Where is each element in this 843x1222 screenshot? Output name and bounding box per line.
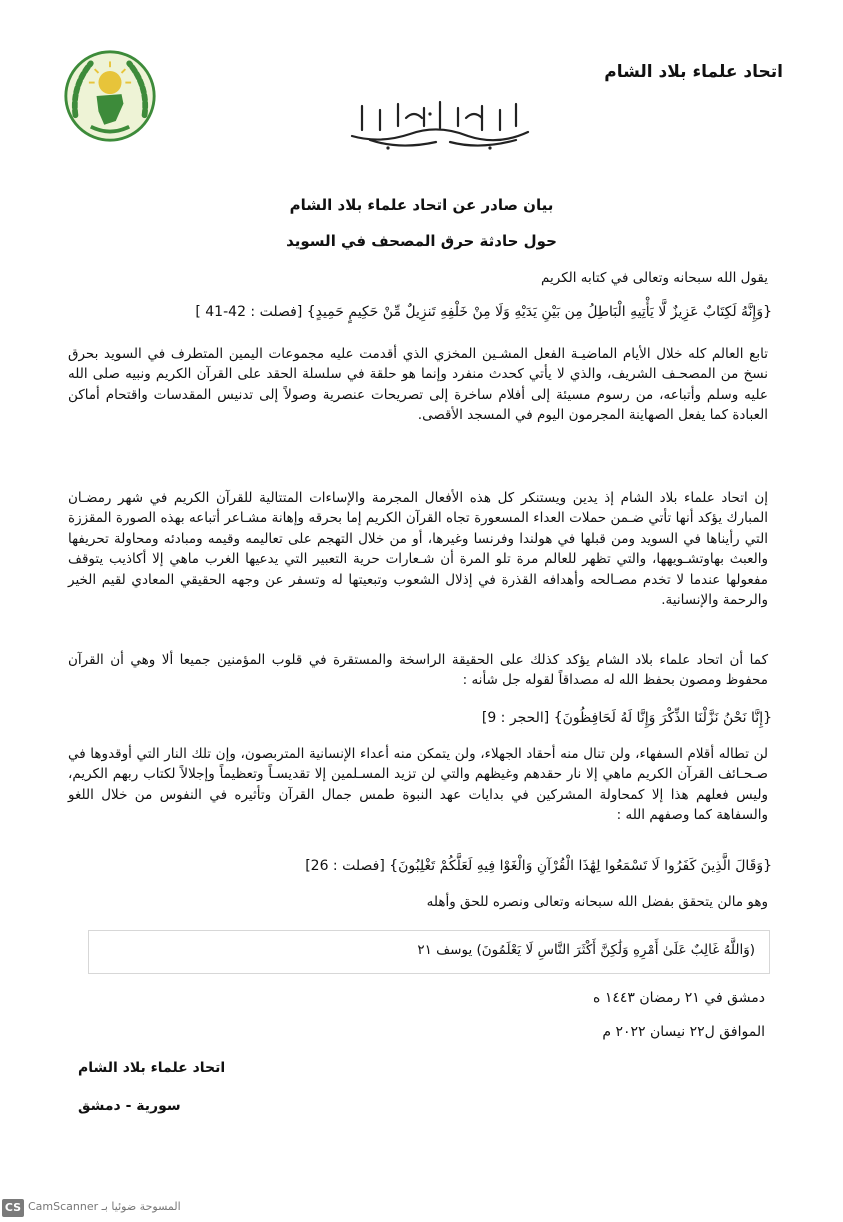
signature-org: اتحاد علماء بلاد الشام (78, 1060, 226, 1076)
signature-location: سورية - دمشق (78, 1098, 181, 1114)
statement-title: بيان صادر عن اتحاد علماء بلاد الشام (289, 196, 554, 214)
paragraph-2: إن اتحاد علماء بلاد الشام إذ يدين ويستنكر كل هذه الأفعال المجرمة والإساءات المتتالية للقرآن الكريم في شهر رمضـان المبارك يؤكد أنها تأتي ضـمن حملات العداء المسعورة تجاه القرآن الكريم إما بحرقه وإهانة مشـاعر أتباعه بهذه الصورة المقززة التي رأيناها في السويد ومن قبلها في هولندا وفرنسا وغيرها، أو من خلال التهجم على تعاليمه وقيمه ومبادئه ومحاولة تحريفها والعبث بهاوتشـويهها، والتي تظهر للعالم مرة تلو المرة أن شـعارات حرية التعبير التي يدعيها الغرب ماهي إلا أكاذيب يتوقف مفعولها عندما لا تخدم مصـالحه وأهدافه القذرة في إذلال الشعوب وتبعيتها له وتسفر عن وجهه الحقيقي المعادي لقيم الخير والرحمة والإنسانية. (68, 490, 768, 609)
verse-fussilat-41-42: {وَإِنَّهُ لَكِتَابٌ عَزِيزٌ لَّا يَأْتِيهِ الْبَاطِلُ مِن بَيْنِ يَدَيْهِ وَلَا مِنْ خَلْفِهِ تَنزِيلٌ مِّنْ حَكِيمٍ حَمِيدٍ} [فصلت : 42-41 ] (195, 304, 772, 320)
camscanner-footer (0, 1198, 300, 1220)
intro-line: يقول الله سبحانه وتعالى في كتابه الكريم (541, 270, 768, 286)
camscanner-watermark: المسوحة ضوئيا بـ CamScanner (28, 1200, 181, 1213)
verse-fussilat-26: {وَقَالَ الَّذِينَ كَفَرُوا لَا تَسْمَعُوا لِهَٰذَا الْقُرْآنِ وَالْغَوْا فِيهِ لَعَلَّكُمْ تَغْلِبُونَ} [فصلت : 26] (305, 858, 772, 874)
basmala-calligraphy (340, 96, 540, 152)
statement-subtitle: حول حادثة حرق المصحف في السويد (286, 232, 557, 250)
hijri-date: دمشق في ٢١ رمضان ١٤٤٣ ه (593, 990, 765, 1006)
paragraph-4: لن تطاله أقلام السفهاء، ولن تنال منه أحقاد الجهلاء، ولن يتمكن منه أعداء الإنسانية المتربصون، وإن تلك النار التي أوقدوها في صـحـائف القرآن الكريم ماهي إلا نار حقدهم وغيظهم والتي لن تزيد المسـلمين إلا تقديسـاً وتعظيماً وإجلالاً لكتاب ربهم الكريم، وليس فعلهم هذا إلا كمحاولة المشركين في بدايات عهد النبوة طمس جمال القرآن وتأثيره في النفوس من خلال اللغو والسفاهة كما وصفهم الله : (68, 746, 768, 824)
paragraph-5: وهو مالن يتحقق بفضل الله سبحانه وتعالى ونصره للحق وأهله (426, 894, 768, 910)
gregorian-date: الموافق ل٢٢ نيسان ٢٠٢٢ م (602, 1024, 765, 1040)
verse-al-hijr-9: {إِنَّا نَحْنُ نَزَّلْنَا الذِّكْرَ وَإِنَّا لَهُ لَحَافِظُونَ} [الحجر : 9] (481, 710, 772, 726)
org-header-name: اتحاد علماء بلاد الشام (604, 62, 783, 82)
org-logo-emblem (62, 48, 158, 144)
camscanner-logo-icon: CS (2, 1199, 24, 1217)
verse-yusuf-21-box (88, 930, 770, 974)
verse-yusuf-21: (وَاللَّهُ غَالِبٌ عَلَىٰ أَمْرِهِ وَلَٰكِنَّ أَكْثَرَ النَّاسِ لَا يَعْلَمُونَ) يوسف ٢١ (417, 942, 755, 958)
paragraph-1: تابع العالم كله خلال الأيام الماضيـة الفعل المشـين المخزي الذي أقدمت عليه مجموعات اليمين المتطرف في السويد بحرق نسخ من المصحـف الشريف، والذي لا يأتي كحدث منفرد وإنما هو حلقة في سلسلة الحقد على القرآن الكريم ونبيه صلى الله عليه وسلم وأتباعه، من رسوم مسيئة إلى أفلام ساخرة إلى تصريحات عنصرية وصولاً إلى تدنيس المقدسات واقتحام أماكن العبادة كما يفعل الصهاينة المجرمون اليوم في المسجد الأقصى. (68, 346, 768, 424)
paragraph-3: كما أن اتحاد علماء بلاد الشام يؤكد كذلك على الحقيقة الراسخة والمستقرة في قلوب المؤمنين جميعا ألا وهي أن القرآن محفوظ ومصون بحفظ الله له مصداقاً لقوله جل شأنه : (68, 652, 768, 689)
